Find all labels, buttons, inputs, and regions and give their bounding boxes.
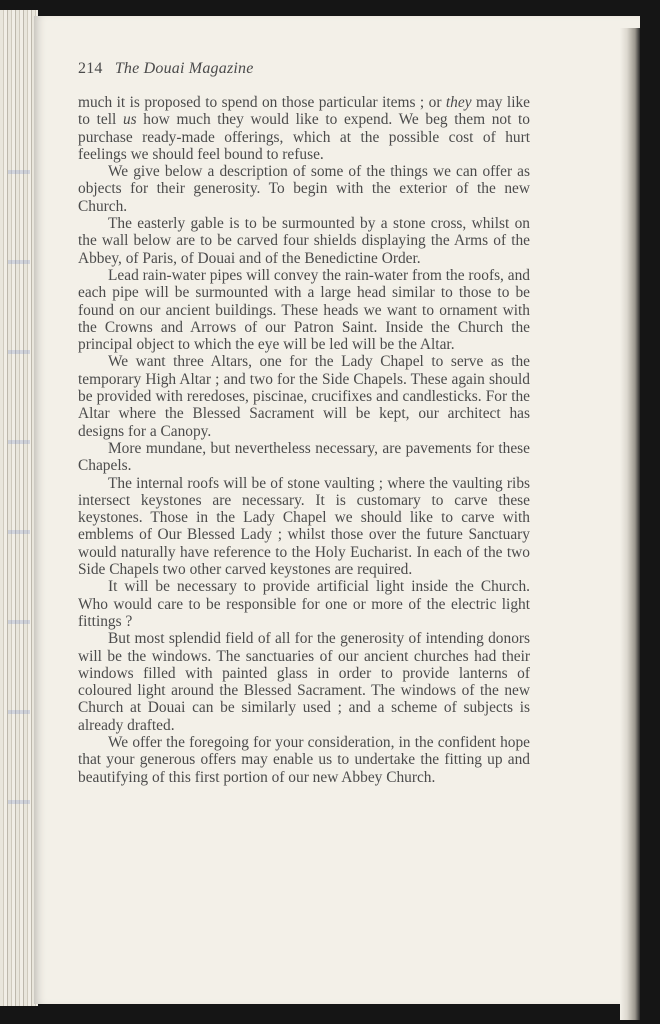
text-run: may like to tell	[78, 94, 530, 129]
page-number: 214	[78, 60, 103, 77]
paragraph: We want three Altars, one for the Lady Chapel to serve as the temporary High Altar ; and two for the Side Chapels. These again should be provided with reredoses, piscinae, crucifixes and candlesticks. For the Altar where the Blessed Sacrament will be kept, our architect has designs for a Canopy.	[78, 353, 530, 440]
text-run: much it is proposed to spend on those particular items ; or	[78, 94, 446, 111]
paragraph: But most splendid field of all for the generosity of intending donors will be the windows. The sanctuaries of our ancient churches had their windows filled with painted glass in order to provide lanterns of coloured light around the Blessed Sacrament. The windows of the new Church at Douai can be similarly used ; and a scheme of subjects is already drafted.	[78, 630, 530, 734]
italic-run: us	[122, 111, 137, 129]
paragraph: The easterly gable is to be surmounted by a stone cross, whilst on the wall below are to be carved four shields displaying the Arms of the Abbey, of Paris, of Douai and of the Benedictine Order.	[78, 215, 530, 267]
page-edges	[0, 10, 38, 1006]
paragraph: It will be necessary to provide artificial light inside the Church. Who would care to be responsible for one or more of the electric light fittings ?	[78, 578, 530, 630]
paragraph	[78, 94, 530, 163]
paragraph: We give below a description of some of the things we can offer as objects for their generosity. To begin with the exterior of the new Church.	[78, 163, 530, 215]
body-text	[78, 94, 530, 786]
journal-title: The Douai Magazine	[114, 60, 254, 77]
book-binding-edge	[620, 28, 640, 1020]
text-run: how much they would like to expend. We beg them not to purchase ready-made offerings, which at the possible cost of hurt feelings we should feel bound to refuse.	[78, 111, 531, 163]
italic-run: they	[445, 94, 472, 111]
running-header	[78, 60, 254, 78]
paragraph: More mundane, but nevertheless necessary, are pavements for these Chapels.	[78, 439, 530, 475]
paragraph: Lead rain-water pipes will convey the rain-water from the roofs, and each pipe will be surmounted with a large head similar to those to be found on our ancient buildings. These heads we want to ornament with the Crowns and Arrows of our Patron Saint. Inside the Church the principal object to which the eye will be led will be the Altar.	[78, 266, 530, 354]
paragraph: The internal roofs will be of stone vaulting ; where the vaulting ribs intersect keystones are necessary. It is customary to carve these keystones. Those in the Lady Chapel we should like to carve with emblems of Our Blessed Lady ; whilst those over the future Sanctuary would naturally have reference to the Holy Eucharist. In each of the two Side Chapels two other carved keystones are required.	[78, 474, 530, 579]
paragraph: We offer the foregoing for your consideration, in the confident hope that your generous offers may enable us to undertake the fitting up and beautifying of this first portion of our new Abbey Church.	[78, 733, 530, 786]
